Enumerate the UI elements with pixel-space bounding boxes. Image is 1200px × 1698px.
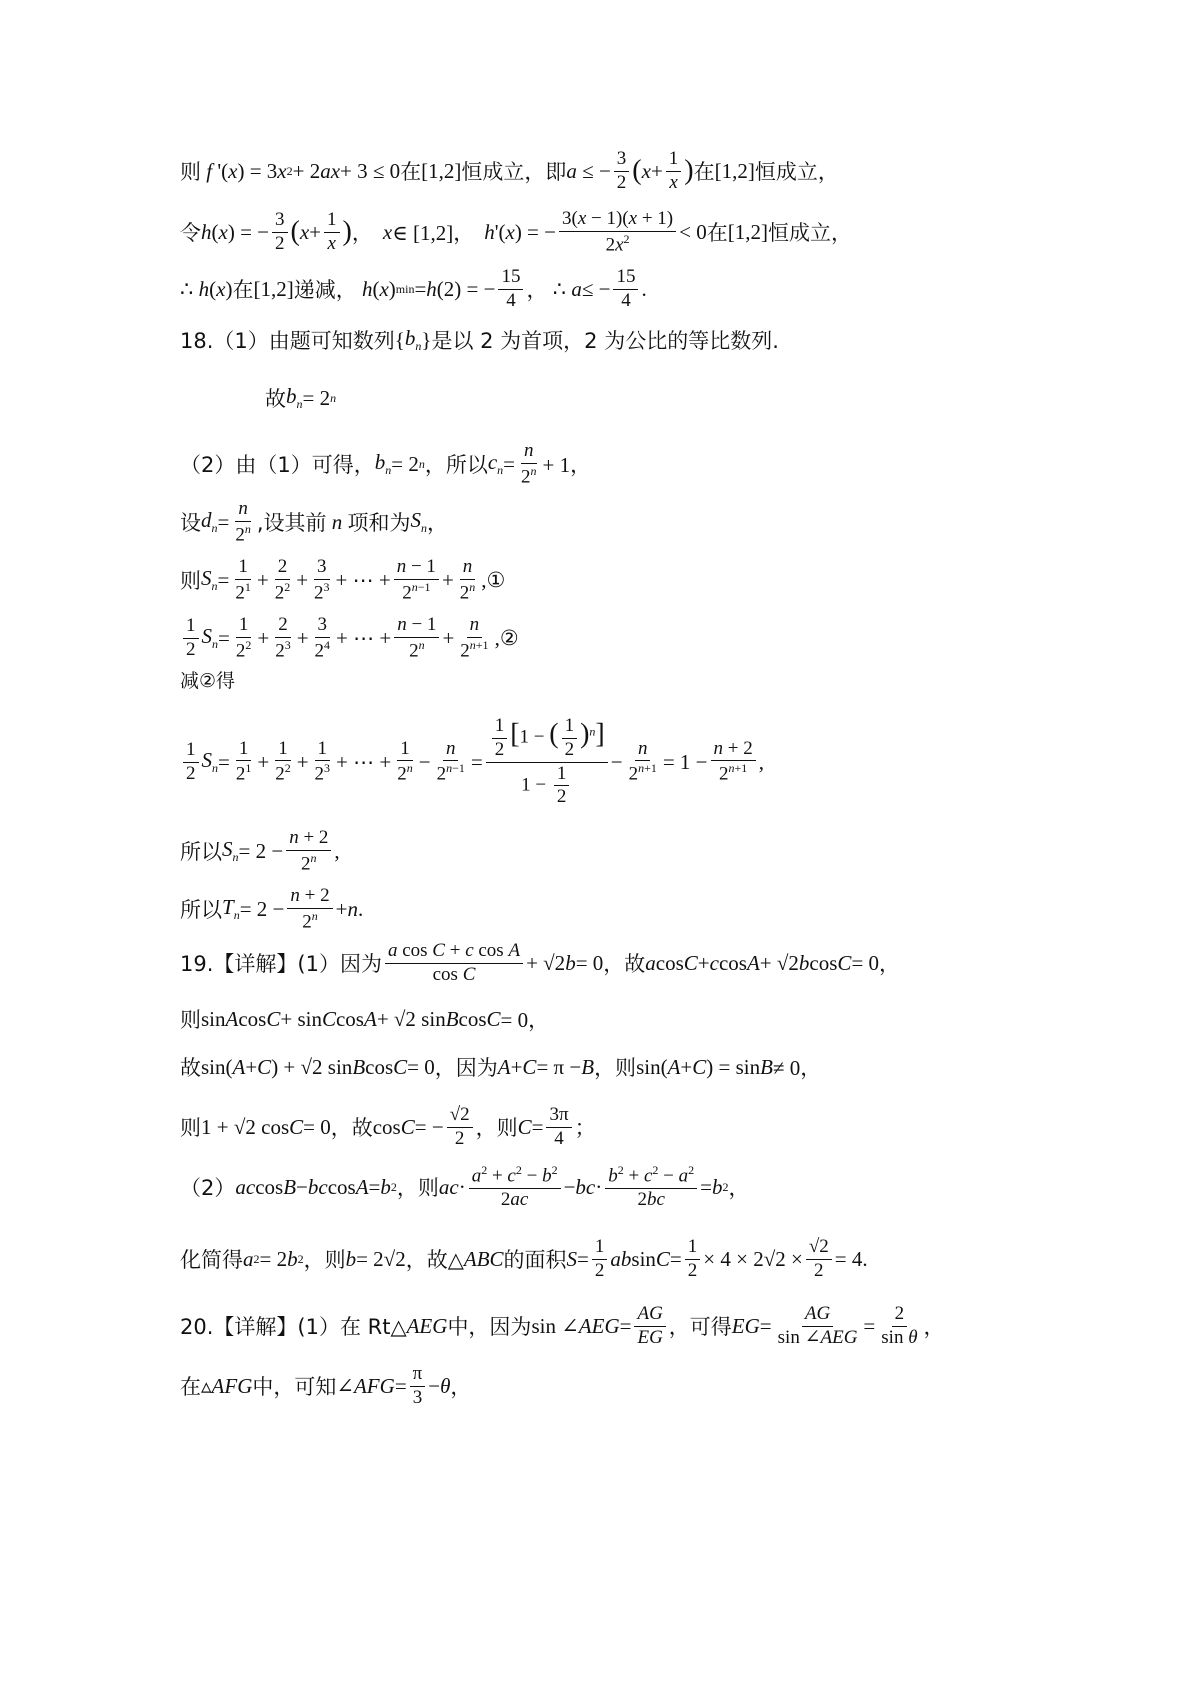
h-definition-line: 令 h ( x ) = − $\frac{3}{2}$ ( x + $\frac{1}{x}$ ) ， x ∈ [1,2]， h '( x ) = − $\frac{3(x - 1)(x + 1)}{2x^2}$ < 0 在 [1,2] 恒成立， [180, 208, 852, 256]
sn-result-line: 所以 $S_n$ = 2 − $\frac{n + 2}{2^n}$ , [180, 827, 340, 875]
part-2-19-line: （2） ac cos B − bc cos A = b 2 ，则 ac · $\frac{a^2 + c^2 - b^2}{2ac}$ − bc · $\frac{b^2 + c^2 - a^2}{2bc}$ = b 2 ， [180, 1163, 750, 1211]
sn-sum-line: 则 $S_n$ = $\frac{1}{2^1}$ + $\frac{2}{2^2}$ + $\frac{3}{2^3}$ + ⋯ + $\frac{n - 1}{2^{n-1}}$ + $\frac{n}{2^n}$ , ① [180, 556, 506, 604]
half-sn-sum-line: $\frac{1}{2}$ $S_n$ = $\frac{1}{2^2}$ + $\frac{2}{2^3}$ + $\frac{3}{2^4}$ + ⋯ + $\frac{n - 1}{2^n}$ + $\frac{n}{2^{n+1}}$ , ② [180, 614, 519, 663]
question-20-line: 20.【详解】(1）在 Rt△ AEG 中，因为 sin ∠ AEG = $\frac{AG}{EG}$ ，可得 EG = $\frac{AG}{\text{sin ∠AEG}}$ = $\frac{2}{\text{sin θ}}$ ， [180, 1303, 945, 1348]
area-line: 化简得 a 2 = 2 b 2 ，则 b = 2√2 ，故△ ABC 的面积 S = $\frac{1}{2}$ ab sin C = $\frac{1}{2}$ × 4 × 2√2 × $\frac{√2}{2}$ = 4. [180, 1236, 868, 1281]
h-min-line: ∴ h ( x ) 在 [1,2] 递减， h ( x ) min = h (2) = − $\frac{15}{4}$ ， ∴ a ≤ − $\frac{15}{4}$ . [180, 266, 647, 311]
derivative-condition-line: 则 f '( x ) = 3 x 2 + 2 ax + 3 ≤ 0 在 [1,2] 恒成立，即 a ≤ − $\frac{3}{2}$ ( x + $\frac{1}{x}$ ) 在 [1,2] 恒成立， [180, 148, 839, 193]
subtraction-result-line: $\frac{1}{2}$ $S_n$ = $\frac{1}{2^1}$ + $\frac{1}{2^2}$ + $\frac{1}{2^3}$ + ⋯ + $\frac{1}{2^n}$ − $\frac{n}{2^{n-1}}$ = $\frac{1}{2}$ [1 − ( $\frac{1}{2}$ )$^n$] 1 − $\frac{1}{2}$ − $\frac{n}{2^{n+1}}$ = 1 − $\frac{n + 2}{2^{n+1}}$ , [180, 715, 764, 809]
angle-sum-line: 故 sin( A + C ) + √2 sin B cos C = 0 ，因为 A + C = π − B ，则 sin( A + C ) = sin B ≠ 0， [180, 1054, 822, 1080]
part-2-line: （2）由（1）可得， $b_n$ = 2 n ，所以 $c_n$ = $\frac{n}{2^n}$ + 1， [180, 440, 592, 488]
question-18-line: 18.（1）由题可知数列 { $b_n$ } 是以 2 为首项，2 为公比的等比数列. [180, 325, 779, 354]
dn-definition-line: 设 $d_n$ = $\frac{n}{2^n}$ ,设其前 n 项和为 $S_n$ ， [180, 498, 449, 546]
tn-result-line: 所以 $T_n$ = 2 − $\frac{n + 2}{2^n}$ + n . [180, 885, 364, 933]
triangle-afg-line: 在 ▵ AFG 中，可知 ∠ AFG = $\frac{\pi}{3}$ − θ ， [180, 1363, 472, 1408]
question-19-line: 19.【详解】(1）因为 $\frac{\text{a cos C + c cos A}}{\text{cos C}}$ + √2 b = 0 ，故 a cos C + c cos A + √2 b cos C = 0 ， [180, 940, 901, 985]
sine-form-line: 则 sin A cos C + sin C cos A + √2 sin B cos C = 0， [180, 1006, 550, 1032]
bn-result-line: 故 $b_n$ = 2 n [265, 383, 337, 412]
cos-c-line: 则 1 + √2 cos C = 0 ，故 cos C = − $\frac{√2}{2}$ ，则 C = $\frac{3\pi}{4}$ ； [180, 1104, 596, 1149]
subtract-label: 减②得 [180, 670, 236, 692]
